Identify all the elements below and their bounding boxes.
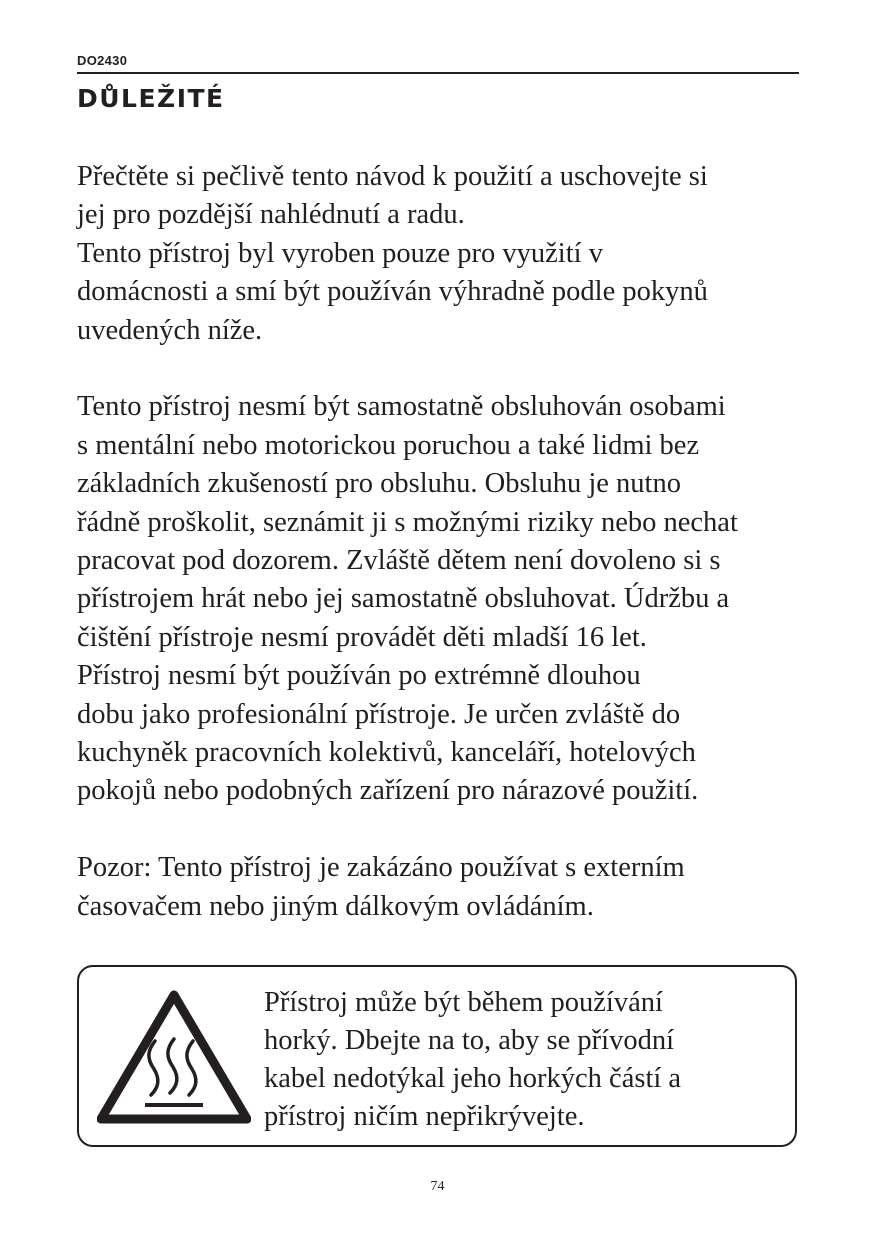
text-line: Pozor: Tento přístroj je zakázáno používat s externím <box>77 852 685 884</box>
page-title: DŮLEŽITÉ <box>77 84 225 113</box>
paragraph-safety <box>77 388 807 810</box>
text-line: kabel nedotýkal jeho horkých částí a <box>264 1063 682 1094</box>
text-line: jej pro pozdější nahlédnutí a radu. <box>77 199 465 231</box>
text-line: s mentální nebo motorickou poruchou a také lidmi bez <box>77 429 700 461</box>
hot-surface-warning-box <box>77 965 797 1147</box>
text-line: Přístroj nesmí být používán po extrémně dlouhou <box>77 660 641 692</box>
hot-surface-warning-icon <box>97 989 251 1127</box>
model-number: DO2430 <box>77 53 128 68</box>
text-line: Tento přístroj byl vyroben pouze pro využití v <box>77 237 603 269</box>
text-line: uvedených níže. <box>77 314 263 346</box>
text-line: Tento přístroj nesmí být samostatně obsluhován osobami <box>77 391 726 423</box>
text-line: kuchyněk pracovních kolektivů, kanceláří, hotelových <box>77 737 696 769</box>
paragraph-intro <box>77 158 807 350</box>
paragraph-gap <box>77 350 807 388</box>
header-rule <box>77 72 799 74</box>
text-line: časovačem nebo jiným dálkovým ovládáním. <box>77 890 594 922</box>
warning-text <box>264 984 681 1136</box>
text-line: Přístroj může být během používání <box>264 987 663 1018</box>
paragraph-gap <box>77 811 807 849</box>
warning-triangle <box>101 995 247 1119</box>
text-line: dobu jako profesionální přístroje. Je určen zvláště do <box>77 698 681 730</box>
text-line: domácnosti a smí být používán výhradně podle pokynů <box>77 276 708 308</box>
text-line: horký. Dbejte na to, aby se přívodní <box>264 1025 674 1056</box>
text-line: čištění přístroje nesmí provádět děti mladší 16 let. <box>77 621 647 653</box>
text-line: základních zkušeností pro obsluhu. Obsluhu je nutno <box>77 468 681 500</box>
paragraph-caution <box>77 849 807 926</box>
body-text <box>77 158 807 926</box>
page-number: 74 <box>430 1179 445 1194</box>
text-line: Přečtěte si pečlivě tento návod k použití a uschovejte si <box>77 161 708 192</box>
text-line: přístroj ničím nepřikrývejte. <box>264 1101 585 1132</box>
text-line: pracovat pod dozorem. Zvláště dětem není dovoleno si s <box>77 545 721 577</box>
text-line: řádně proškolit, seznámit ji s možnými riziky nebo nechat <box>77 506 738 538</box>
text-line: přístrojem hrát nebo jej samostatně obsluhovat. Údržbu a <box>77 583 730 615</box>
text-line: pokojů nebo podobných zařízení pro nárazové použití. <box>77 775 699 807</box>
